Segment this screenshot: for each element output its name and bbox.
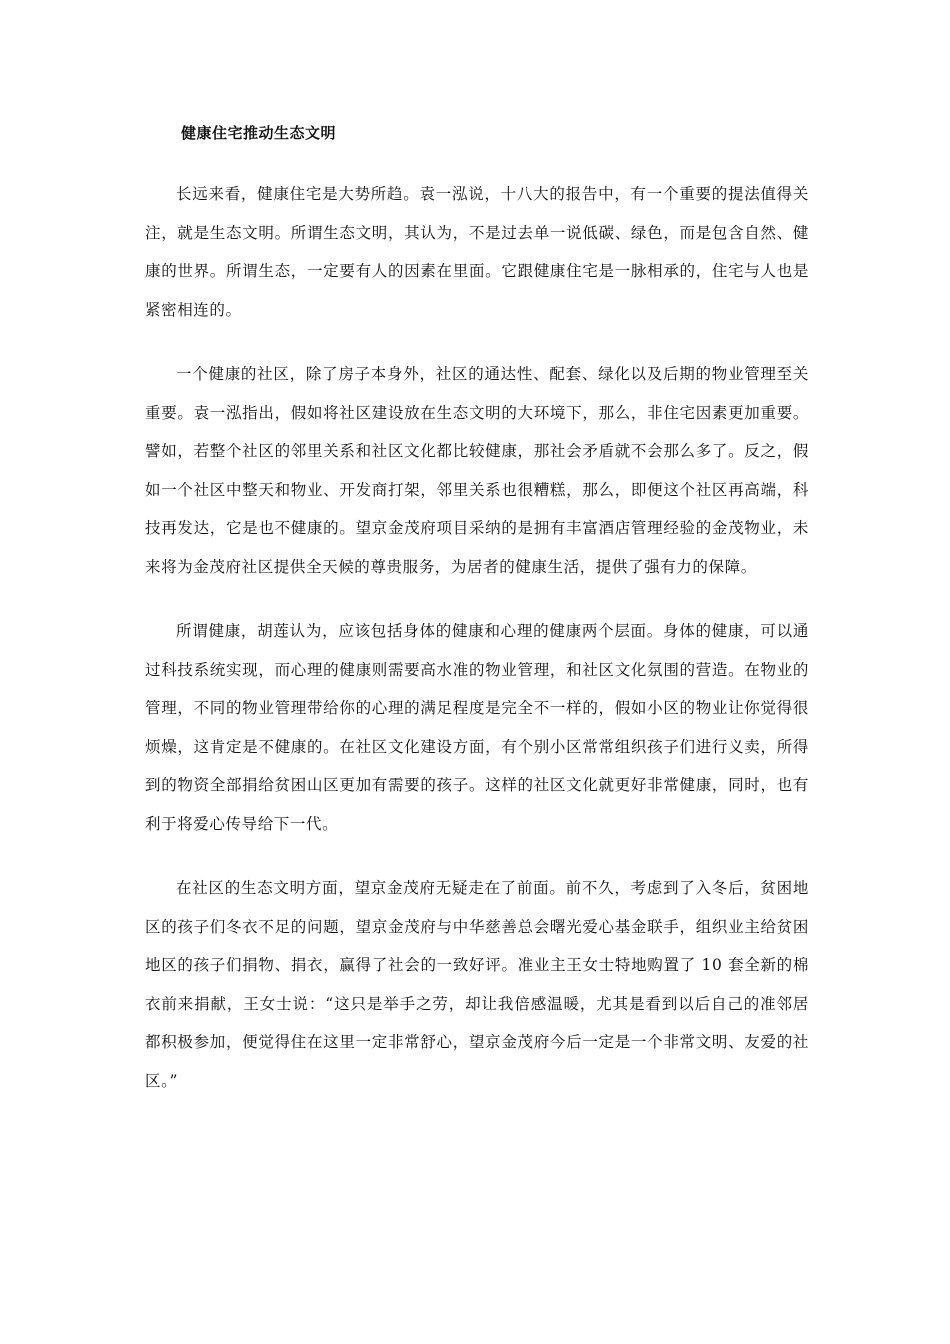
- paragraph: 在社区的生态文明方面，望京金茂府无疑走在了前面。前不久，考虑到了入冬后，贫困地区的孩子们冬衣不足的问题，望京金茂府与中华慈善总会曙光爱心基金联手，组织业主给贫困地区的孩子们捐物、捐衣，赢得了社会的一致好评。准业主王女士特地购置了 10 套全新的棉衣前来捐献，王女士说：“这只是举手之劳，却让我倍感温暖，尤其是看到以后自己的准邻居都积极参加，便觉得住在这里一定非常舒心，望京金茂府今后一定是一个非常文明、友爱的社区。”: [145, 879, 809, 1090]
- article-body: [145, 113, 809, 1126]
- paragraph: 长远来看，健康住宅是大势所趋。袁一泓说，十八大的报告中，有一个重要的提法值得关注，就是生态文明。所谓生态文明，其认为，不是过去单一说低碳、绿色，而是包含自然、健康的世界。所谓生态，一定要有人的因素在里面。它跟健康住宅是一脉相承的，住宅与人也是紧密相连的。: [145, 185, 809, 319]
- paragraph: 所谓健康，胡莲认为，应该包括身体的健康和心理的健康两个层面。身体的健康，可以通过科技系统实现，而心理的健康则需要高水准的物业管理，和社区文化氛围的营造。在物业的管理，不同的物业管理带给你的心理的满足程度是完全不一样的，假如小区的物业让你觉得很烦燥，这肯定是不健康的。在社区文化建设方面，有个别小区常常组织孩子们进行义卖，所得到的物资全部捐给贫困山区更加有需要的孩子。这样的社区文化就更好非常健康，同时，也有利于将爱心传导给下一代。: [145, 622, 809, 833]
- paragraph: 一个健康的社区，除了房子本身外，社区的通达性、配套、绿化以及后期的物业管理至关重要。袁一泓指出，假如将社区建设放在生态文明的大环境下，那么，非住宅因素更加重要。譬如，若整个社区的邻里关系和社区文化都比较健康，那社会矛盾就不会那么多了。反之，假如一个社区中整天和物业、开发商打架，邻里关系也很糟糕，那么，即便这个社区再高端，科技再发达，它是也不健康的。望京金茂府项目采纳的是拥有丰富酒店管理经验的金茂物业，未来将为金茂府社区提供全天候的尊贵服务，为居者的健康生活，提供了强有力的保障。: [145, 365, 809, 576]
- article-title: 健康住宅推动生态文明: [181, 124, 337, 142]
